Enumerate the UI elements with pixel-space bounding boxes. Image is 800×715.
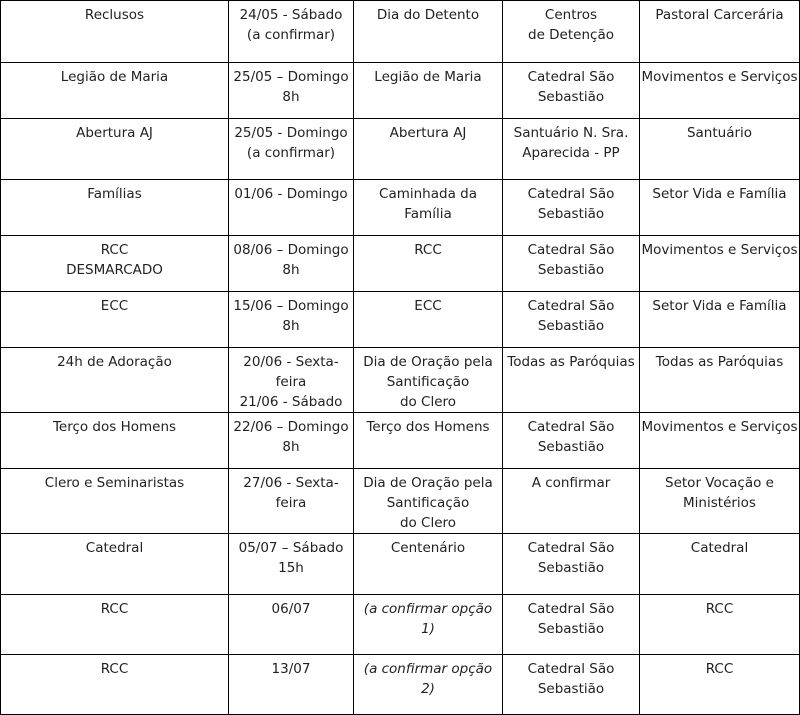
cell-group: ECC: [1, 292, 229, 348]
cell-group: RCC: [1, 595, 229, 655]
cell-event: Dia do Detento: [354, 1, 503, 63]
table-row: [1, 469, 800, 534]
cell-event: ECC: [354, 292, 503, 348]
cell-event: Legião de Maria: [354, 63, 503, 119]
cell-responsible: Todas as Paróquias: [640, 348, 800, 413]
cell-responsible: Setor Vida e Família: [640, 180, 800, 236]
cell-location: Catedral São Sebastião: [503, 292, 640, 348]
cell-location: Catedral São Sebastião: [503, 180, 640, 236]
cell-date: 15/06 – Domingo 8h: [229, 292, 354, 348]
cell-date: 13/07: [229, 655, 354, 715]
cell-responsible: Catedral: [640, 534, 800, 595]
cell-date: 06/07: [229, 595, 354, 655]
cell-date: 08/06 – Domingo 8h: [229, 236, 354, 292]
cell-event: (a confirmar opção 1): [354, 595, 503, 655]
table-row: [1, 348, 800, 413]
table-row: [1, 292, 800, 348]
cell-group: Clero e Seminaristas: [1, 469, 229, 534]
cell-responsible: Santuário: [640, 119, 800, 180]
cell-location: Catedral São Sebastião: [503, 236, 640, 292]
cell-group: Terço dos Homens: [1, 413, 229, 469]
cell-event: RCC: [354, 236, 503, 292]
cell-group: Catedral: [1, 534, 229, 595]
cell-event: Centenário: [354, 534, 503, 595]
cell-date: 22/06 – Domingo 8h: [229, 413, 354, 469]
cell-group: 24h de Adoração: [1, 348, 229, 413]
cell-event: Terço dos Homens: [354, 413, 503, 469]
cell-group: Reclusos: [1, 1, 229, 63]
cell-date: 25/05 – Domingo 8h: [229, 63, 354, 119]
cell-responsible: RCC: [640, 595, 800, 655]
cell-event: Caminhada da Família: [354, 180, 503, 236]
cell-group: RCC: [1, 655, 229, 715]
table-row: [1, 413, 800, 469]
cell-location: Catedral São Sebastião: [503, 413, 640, 469]
cell-location: Centros de Detenção: [503, 1, 640, 63]
cell-responsible: RCC: [640, 655, 800, 715]
table-row: [1, 63, 800, 119]
cell-date: 05/07 – Sábado 15h: [229, 534, 354, 595]
cell-responsible: Movimentos e Serviços: [640, 413, 800, 469]
cell-responsible: Pastoral Carcerária: [640, 1, 800, 63]
table-row: [1, 1, 800, 63]
table-row: [1, 534, 800, 595]
cell-responsible: Setor Vida e Família: [640, 292, 800, 348]
cell-location: Todas as Paróquias: [503, 348, 640, 413]
cell-location: Catedral São Sebastião: [503, 655, 640, 715]
table-row: [1, 595, 800, 655]
cell-location: Santuário N. Sra. Aparecida - PP: [503, 119, 640, 180]
cell-responsible: Setor Vocação e Ministérios: [640, 469, 800, 534]
cell-group: RCC DESMARCADO: [1, 236, 229, 292]
table-row: [1, 655, 800, 715]
cell-date: 27/06 - Sexta-feira: [229, 469, 354, 534]
cell-event: Dia de Oração pela Santificação do Clero: [354, 348, 503, 413]
cell-group: Legião de Maria: [1, 63, 229, 119]
cell-date: 24/05 - Sábado (a confirmar): [229, 1, 354, 63]
cell-date: 20/06 - Sexta-feira 21/06 - Sábado: [229, 348, 354, 413]
cell-date: 25/05 - Domingo (a confirmar): [229, 119, 354, 180]
cell-event: (a confirmar opção 2): [354, 655, 503, 715]
cell-location: Catedral São Sebastião: [503, 63, 640, 119]
cell-location: Catedral São Sebastião: [503, 534, 640, 595]
cell-date: 01/06 - Domingo: [229, 180, 354, 236]
table-row: [1, 180, 800, 236]
table-row: [1, 236, 800, 292]
cell-location: A confirmar: [503, 469, 640, 534]
table-row: [1, 119, 800, 180]
cell-responsible: Movimentos e Serviços: [640, 63, 800, 119]
cell-event: Abertura AJ: [354, 119, 503, 180]
cell-location: Catedral São Sebastião: [503, 595, 640, 655]
cell-group: Abertura AJ: [1, 119, 229, 180]
cell-group: Famílias: [1, 180, 229, 236]
cell-responsible: Movimentos e Serviços: [640, 236, 800, 292]
cell-event: Dia de Oração pela Santificação do Clero: [354, 469, 503, 534]
